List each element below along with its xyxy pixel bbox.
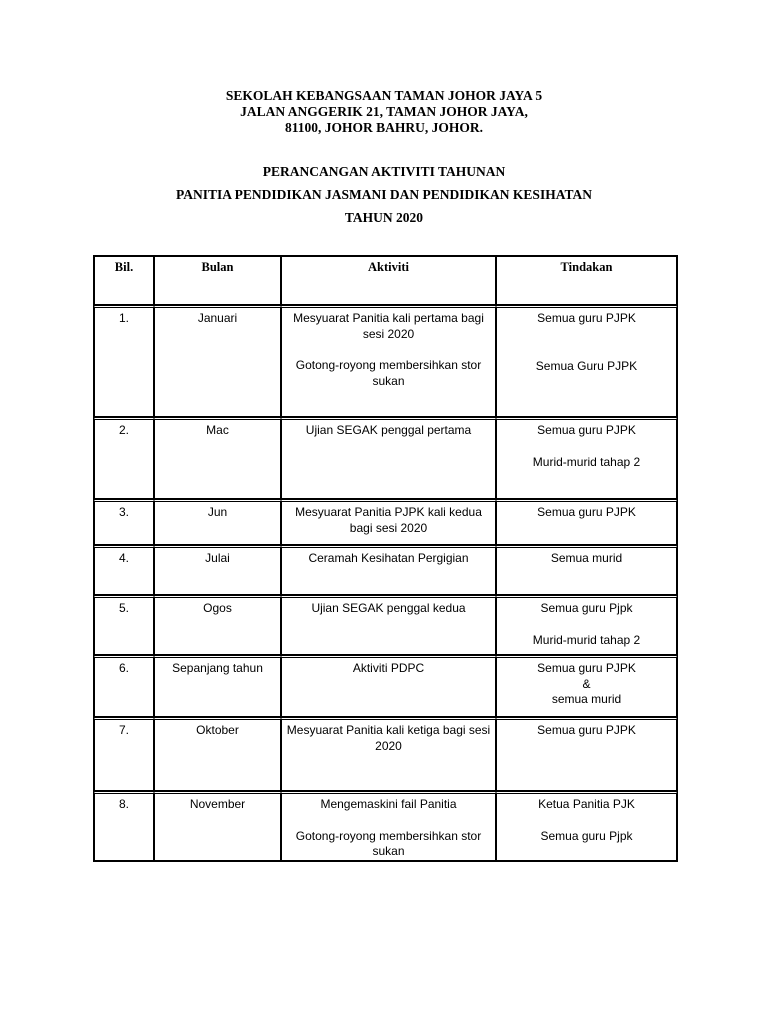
table-row: [94, 791, 677, 861]
cell-aktiviti: [281, 545, 496, 595]
cell-tindakan: [496, 305, 677, 417]
cell-bil: 2.: [94, 417, 154, 499]
cell-tindakan: [496, 499, 677, 545]
action-text: Semua guru PJPK: [537, 505, 636, 519]
table-row: [94, 717, 677, 791]
action-text: &: [582, 676, 591, 691]
action-text: Ketua Panitia PJK: [538, 797, 635, 811]
cell-bulan: Oktober: [154, 717, 281, 791]
cell-bil: 3.: [94, 499, 154, 545]
table-row: [94, 655, 677, 717]
action-text: Semua guru Pjpk: [540, 601, 633, 615]
table-row: [94, 499, 677, 545]
cell-aktiviti: [281, 595, 496, 655]
cell-bulan: Mac: [154, 417, 281, 499]
action-text: Semua guru Pjpk: [540, 828, 633, 843]
cell-tindakan: [496, 717, 677, 791]
cell-bil: 5.: [94, 595, 154, 655]
action-text: Semua guru PJPK: [537, 661, 636, 675]
action-text: semua murid: [551, 692, 622, 706]
school-street: JALAN ANGGERIK 21, TAMAN JOHOR JAYA,: [240, 104, 528, 119]
activity-text: Aktiviti PDPC: [352, 661, 425, 675]
activity-plan-table: [93, 255, 678, 862]
cell-tindakan: [496, 791, 677, 861]
column-header-bulan: Bulan: [154, 256, 281, 305]
action-text: Semua murid: [550, 551, 623, 565]
cell-bulan: Julai: [154, 545, 281, 595]
activity-text: Gotong-royong membersihkan stor sukan: [295, 828, 482, 858]
cell-bil: 1.: [94, 305, 154, 417]
table-row: [94, 417, 677, 499]
cell-aktiviti: [281, 305, 496, 417]
cell-aktiviti: [281, 791, 496, 861]
column-header-tindakan: Tindakan: [496, 256, 677, 305]
cell-bil: 7.: [94, 717, 154, 791]
activity-text: Mesyuarat Panitia kali pertama bagi sesi 2020: [293, 311, 484, 341]
cell-bulan: Sepanjang tahun: [154, 655, 281, 717]
cell-bil: 6.: [94, 655, 154, 717]
cell-aktiviti: [281, 499, 496, 545]
cell-aktiviti: [281, 655, 496, 717]
cell-bulan: Januari: [154, 305, 281, 417]
action-text: Semua guru PJPK: [537, 723, 636, 737]
column-header-aktiviti: Aktiviti: [281, 256, 496, 305]
activity-text: Mengemaskini fail Panitia: [320, 797, 457, 811]
table-row: [94, 305, 677, 417]
action-text: Semua guru PJPK: [537, 311, 636, 325]
action-text: Semua guru PJPK: [537, 423, 636, 437]
action-text: Semua Guru PJPK: [535, 358, 638, 373]
activity-text: Ujian SEGAK penggal pertama: [305, 423, 472, 437]
cell-bulan: November: [154, 791, 281, 861]
cell-bil: 4.: [94, 545, 154, 595]
cell-bulan: Jun: [154, 499, 281, 545]
action-text: Murid-murid tahap 2: [532, 632, 641, 647]
cell-tindakan: [496, 595, 677, 655]
activity-text: Mesyuarat Panitia PJPK kali kedua bagi sesi 2020: [295, 505, 482, 535]
activity-text: Ujian SEGAK penggal kedua: [311, 601, 466, 615]
committee-title: PANITIA PENDIDIKAN JASMANI DAN PENDIDIKAN KESIHATAN: [176, 187, 592, 202]
cell-tindakan: [496, 545, 677, 595]
cell-bil: 8.: [94, 791, 154, 861]
table-row: [94, 595, 677, 655]
cell-tindakan: [496, 655, 677, 717]
school-name: SEKOLAH KEBANGSAAN TAMAN JOHOR JAYA 5: [225, 88, 543, 103]
table-header-row: [94, 256, 677, 305]
cell-aktiviti: [281, 717, 496, 791]
activity-text: Gotong-royong membersihkan stor sukan: [295, 358, 482, 388]
cell-bulan: Ogos: [154, 595, 281, 655]
column-header-bil: Bil.: [94, 256, 154, 305]
table-row: [94, 545, 677, 595]
document-title: PERANCANGAN AKTIVITI TAHUNAN: [262, 164, 506, 179]
activity-text: Ceramah Kesihatan Pergigian: [308, 551, 469, 565]
school-city: 81100, JOHOR BAHRU, JOHOR.: [284, 120, 483, 135]
cell-tindakan: [496, 417, 677, 499]
action-text: Murid-murid tahap 2: [532, 454, 641, 469]
year-title: TAHUN 2020: [344, 210, 424, 225]
school-address-block: [0, 88, 768, 136]
cell-aktiviti: [281, 417, 496, 499]
activity-text: Mesyuarat Panitia kali ketiga bagi sesi 2020: [286, 723, 491, 753]
